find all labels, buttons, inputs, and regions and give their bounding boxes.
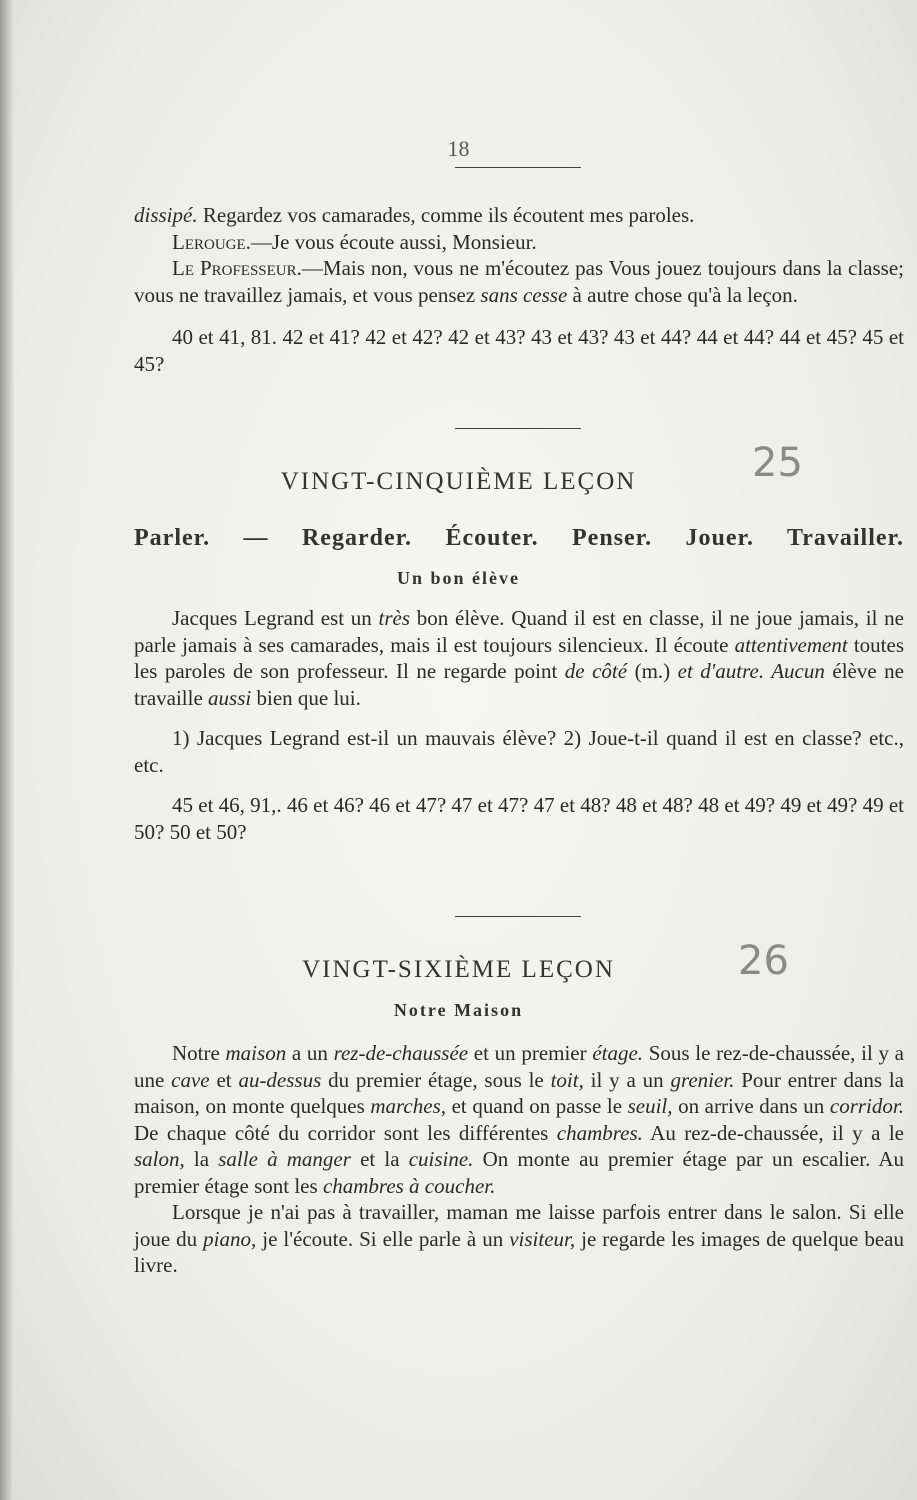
italic-run: attentivement <box>734 632 848 657</box>
lesson-25-questions: 1) Jacques Legrand est-il un mauvais élève? 2) Joue-t-il quand il est en classe? etc., etc. <box>134 726 904 777</box>
text-run: et quand on passe le <box>446 1094 628 1118</box>
text-run: a un <box>286 1041 334 1065</box>
italic-run: aussi <box>208 685 252 710</box>
dialogue-text: .—Je vous écoute aussi, Monsieur. <box>245 229 537 254</box>
number-exercise-1: 40 et 41, 81. 42 et 41? 42 et 42? 42 et 43? 43 et 43? 43 et 44? 44 et 44? 44 et 45? 45 et 45? <box>134 325 904 376</box>
italic-run: cave <box>171 1067 210 1092</box>
lesson-25-verbs: Parler. — Regarder. Écouter. Penser. Jouer. Travailler. <box>134 525 904 551</box>
lesson-25-body <box>134 605 904 845</box>
lesson-25-paragraph <box>134 605 904 711</box>
italic-run: au-dessus <box>238 1067 322 1092</box>
text-run: je regarde les images de quelque beau livre. <box>134 1226 905 1277</box>
dialogue-italic: sans cesse <box>480 282 568 307</box>
italic-run: étage. <box>592 1041 644 1065</box>
lesson-26-title: VINGT-SIXIÈME LEÇON <box>302 956 615 983</box>
lesson-26-body <box>134 1040 904 1279</box>
italic-run: seuil, <box>627 1094 673 1118</box>
header-rule <box>455 167 581 168</box>
intro-word-dissipe: dissipé. <box>134 203 198 227</box>
italic-run: chambres à coucher. <box>322 1173 496 1198</box>
italic-run: marches, <box>370 1094 446 1118</box>
page-edge <box>0 0 14 1500</box>
text-run: Lorsque je n'ai pas à travailler, maman me laisse parfois entrer dans le salon. Si elle joue du <box>134 1200 904 1251</box>
dialogue-professeur <box>134 255 904 308</box>
text-run: bon élève. Quand il est en classe, il ne joue jamais, il ne parle jamais à ses camarades, mais il est toujours silencieux. Il écoute <box>134 606 904 657</box>
lesson-25-subtitle: Un bon élève <box>397 568 520 588</box>
intro-paragraph-1 <box>134 202 904 229</box>
italic-run: cuisine. <box>408 1147 474 1171</box>
text-run: la <box>184 1147 219 1171</box>
intro-text: Regardez vos camarades, comme ils écoutent mes paroles. <box>197 203 695 227</box>
italic-run: rez-de-chaussée <box>333 1041 469 1065</box>
section-rule <box>455 916 581 917</box>
handwritten-note-1: 25 <box>752 440 803 486</box>
text-run: je l'écoute. Si elle parle à un <box>256 1226 510 1251</box>
italic-run: grenier. <box>670 1067 735 1092</box>
text-run: (m.) <box>627 659 678 683</box>
text-run: et <box>209 1067 239 1092</box>
text-run: Notre <box>172 1041 226 1065</box>
italic-run: visiteur, <box>509 1226 576 1251</box>
text-run: et un premier <box>468 1041 593 1065</box>
lesson-25-title: VINGT-CINQUIÈME LEÇON <box>280 468 637 495</box>
dialogue-text: .—Mais non, vous ne m'écoutez pas Vous jouez toujours dans la classe; vous ne travaillez jamais, et vous pensez <box>134 256 904 307</box>
italic-run: chambres. <box>556 1120 643 1145</box>
italic-run: maison <box>225 1041 287 1065</box>
text-run: toutes les paroles de son professeur. Il ne regarde point <box>134 632 904 683</box>
lesson-26-subtitle: Notre Maison <box>393 1000 524 1020</box>
text-run: On monte au premier étage par un escalier. Au premier étage sont les <box>134 1147 904 1198</box>
section-rule <box>455 428 581 429</box>
text-run: Sous le rez-de-chaussée, il y a une <box>134 1041 904 1092</box>
text-run: Pour entrer dans la maison, on monte quelques <box>134 1067 905 1118</box>
dialogue-text-end: à autre chose qu'à la leçon. <box>567 282 798 307</box>
intro-section <box>134 202 904 377</box>
lesson-26-paragraph-1 <box>134 1040 904 1199</box>
text-run: du premier étage, sous le <box>321 1067 551 1092</box>
italic-run: de côté <box>564 659 628 683</box>
handwritten-note-2: 26 <box>738 938 789 984</box>
italic-run: et d'autre. Aucun <box>677 659 825 683</box>
text-run: il y a un <box>583 1067 671 1092</box>
number-exercise-2: 45 et 46, 91,. 46 et 46? 46 et 47? 47 et 47? 47 et 48? 48 et 48? 48 et 49? 49 et 49? 49 et 50? 50 et 50? <box>134 793 904 844</box>
text-run: Jacques Legrand est un <box>172 606 379 630</box>
text-run: De chaque côté du corridor sont les différentes <box>134 1120 557 1145</box>
italic-run: salon, <box>134 1147 185 1171</box>
italic-run: salle à manger <box>218 1147 351 1171</box>
italic-run: corridor. <box>829 1094 904 1118</box>
italic-run: très <box>378 606 411 630</box>
italic-run: toit, <box>550 1067 584 1092</box>
lesson-26-paragraph-2 <box>134 1199 904 1279</box>
speaker-lerouge: Lerouge <box>172 229 246 254</box>
speaker-professeur: Le Professeur <box>172 256 297 280</box>
text-run: Au rez-de-chaussée, il y a le <box>642 1120 904 1145</box>
text-run: on arrive dans un <box>672 1094 830 1118</box>
text-run: bien que lui. <box>251 685 361 710</box>
text-run: élève ne travaille <box>134 659 904 710</box>
page-number: 18 <box>447 136 470 161</box>
dialogue-lerouge <box>134 229 904 256</box>
text-run: et la <box>350 1147 409 1171</box>
italic-run: piano, <box>203 1226 257 1251</box>
